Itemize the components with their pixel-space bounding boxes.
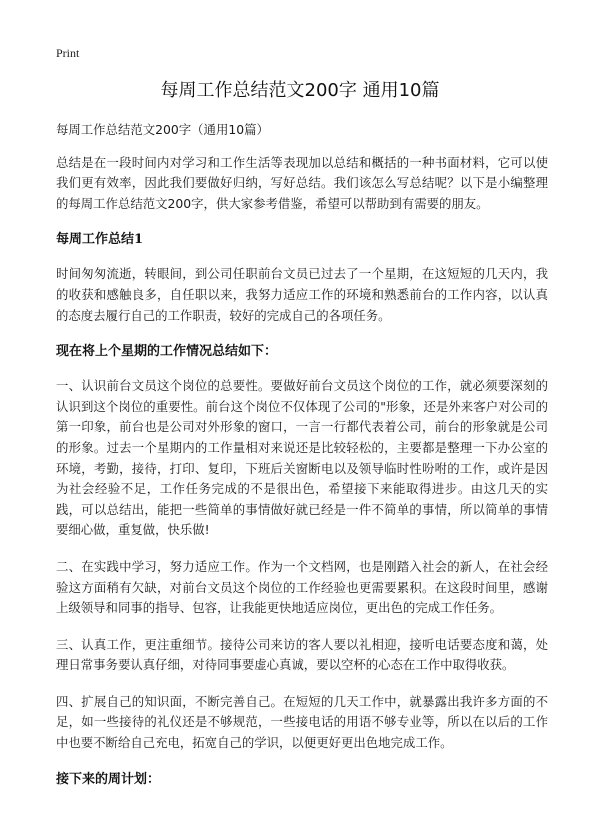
document-body [56, 120, 548, 804]
list-item-3: 三、认真工作，更注重细节。接待公司来访的客人要以礼相迎，接听电话要态度和蔼，处理日常事务要认真仔细，对待同事要虚心真诚，要以空杯的心态在工作中取得收获。 [56, 636, 548, 673]
list-item-2: 二、在实践中学习，努力适应工作。作为一个文档网，也是刚踏入社会的新人，在社会经验这方面稍有欠缺，对前台文员这个岗位的工作经验也更需要累积。在这段时间里，感谢上级领导和同事的指导、包容，让我能更快地适应岗位，更出色的完成工作任务。 [56, 558, 548, 616]
section-paragraph: 时间匆匆流逝，转眼间，到公司任职前台文员已过去了一个星期，在这短短的几天内，我的收获和感触良多，自任职以来，我努力适应工作的环境和熟悉前台的工作内容，以认真的态度去履行自己的工作职责，较好的完成自己的各项任务。 [56, 266, 548, 323]
section-heading: 每周工作总结1 [56, 232, 144, 248]
intro-paragraph: 总结是在一段时间内对学习和工作生活等表现加以总结和概括的一种书面材料，它可以使我们更有效率，因此我们要做好归纳，写好总结。我们该怎么写总结呢？以下是小编整理的每周工作总结范文200字，供大家参考借鉴，希望可以帮助到有需要的朋友。 [56, 154, 548, 211]
list-item-4: 四、扩展自己的知识面，不断完善自己。在短短的几天工作中，就暴露出我许多方面的不足，如一些接待的礼仪还是不够规范，一些接电话的用语不够专业等，所以在以后的工作中也要不断给自己充电，拓宽自己的学识，以便更好更出色地完成工作。 [56, 693, 548, 751]
page-title: 每周工作总结范文200字 通用10篇 [160, 80, 440, 101]
list-item-1: 一、认识前台文员这个岗位的总要性。要做好前台文员这个岗位的工作，就必须要深刻的认识到这个岗位的重要性。前台这个岗位不仅体现了公司的"形象，还是外来客户对公司的第一印象，前台也是公司对外形象的窗口，一言一行都代表着公司，前台的形象就是公司的形象。过去一个星期内的工作量相对来说还是比较轻松的，主要都是整理一下办公室的环境，考勤，接待，打印、复印，下班后关窗断电以及领导临时性吩咐的工作，或许是因为社会经验不足，工作任务完成的不是很出色，希望接下来能取得进步。由这几天的实践，可以总结出，能把一些简单的事情做好就已经是一件不简单的事情，所以简单的事情要细心做，重复做，快乐做! [56, 378, 548, 538]
print-link[interactable]: Print [56, 46, 80, 60]
document-subtitle: 每周工作总结范文200字（通用10篇） [56, 122, 269, 137]
summary-subheading: 现在将上个星期的工作情况总结如下： [56, 344, 278, 360]
next-week-plan-heading: 接下来的周计划： [56, 771, 161, 787]
